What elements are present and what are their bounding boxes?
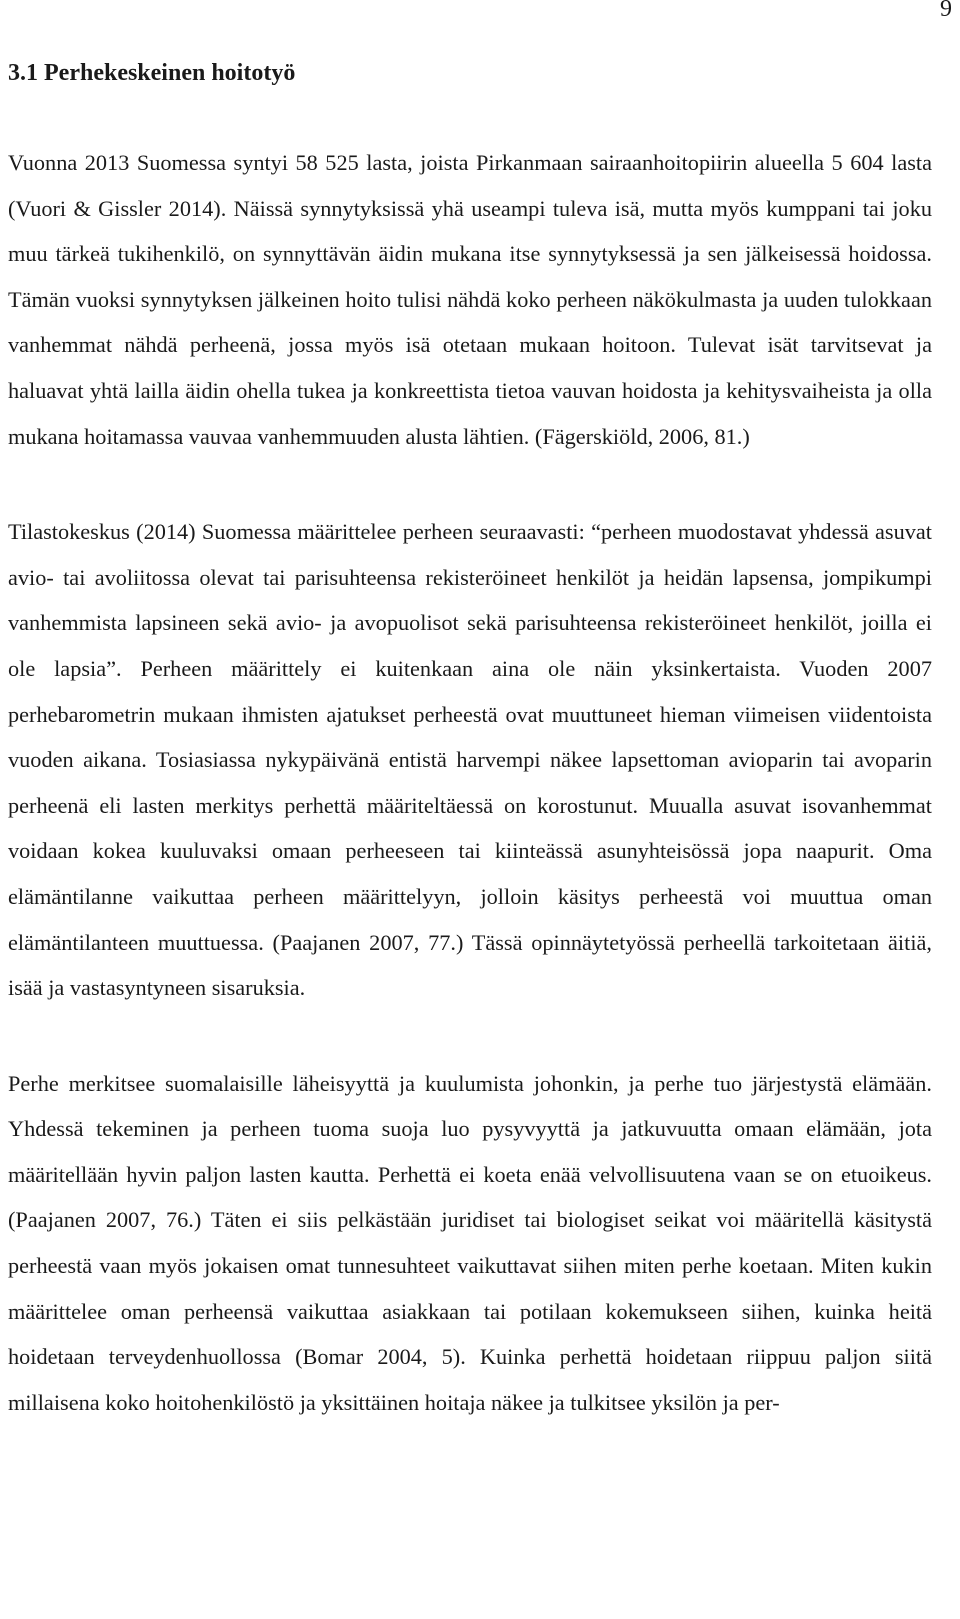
paragraph-3: Perhe merkitsee suomalaisille läheisyyttä ja kuulumista johonkin, ja perhe tuo järjestystä elämään. Yhdessä tekeminen ja perheen tuoma suoja luo pysyvyyttä ja jatkuvuutta omaan elämään, jota määritellään hyvin paljon lasten kautta. Perhettä ei koeta enää velvollisuutena vaan se on etuoikeus. (Paajanen 2007, 76.) Täten ei siis pelkästään juridiset tai biologiset seikat voi määritellä käsitystä perheestä vaan myös jokaisen omat tunnesuhteet vaikuttavat siihen miten perhe koetaan. Miten kukin määrittelee oman perheensä vaikuttaa asiakkaan tai potilaan kokemukseen siihen, kuinka heitä hoidetaan terveydenhuollossa (Bomar 2004, 5). Kuinka perhettä hoidetaan riippuu paljon siitä millaisena koko hoitohenkilöstö ja yksittäinen hoitaja näkee ja tulkitsee yksilön ja per- xyxy=(8,1070,932,1415)
paragraph-1: Vuonna 2013 Suomessa syntyi 58 525 lasta, joista Pirkanmaan sairaanhoitopiirin alueella 5 604 lasta (Vuori & Gissler 2014). Näissä synnytyksissä yhä useampi tuleva isä, mutta myös kumppani tai joku muu tärkeä tukihenkilö, on synnyttävän äidin mukana itse synnytyksessä ja sen jälkeisessä hoidossa. Tämän vuoksi synnytyksen jälkeinen hoito tulisi nähdä koko perheen näkökulmasta ja uuden tulokkaan vanhemmat nähdä perheenä, jossa myös isä otetaan mukaan hoitoon. Tulevat isät tarvitsevat ja haluavat yhtä lailla äidin ohella tukea ja konkreettista tietoa vauvan hoidosta ja kehitysvaiheista ja olla mukana hoitamassa vauvaa vanhemmuuden alusta lähtien. (Fägerskiöld, 2006, 81.) xyxy=(8,150,932,449)
body-text xyxy=(8,140,932,1475)
paragraph-2: Tilastokeskus (2014) Suomessa määrittelee perheen seuraavasti: “perheen muodostavat yhdessä asuvat avio- tai avoliitossa olevat tai parisuhteensa rekisteröineet henkilöt ja heidän lapsensa, jompikumpi vanhemmista lapsineen sekä avio- ja avopuolisot sekä parisuhteensa rekisteröineet henkilöt, joilla ei ole lapsia”. Perheen määrittely ei kuitenkaan aina ole näin yksinkertaista. Vuoden 2007 perhebarometrin mukaan ihmisten ajatukset perheestä ovat muuttuneet hieman viimeisen viidentoista vuoden aikana. Tosiasiassa nykypäivänä entistä harvempi näkee lapsettoman avioparin tai avoparin perheenä eli lasten merkitys perhettä määriteltäessä on korostunut. Muualla asuvat isovanhemmat voidaan kokea kuuluvaksi omaan perheeseen tai kiinteässä asunyhteisössä jopa naapurit. Oma elämäntilanne vaikuttaa perheen määrittelyyn, jolloin käsitys perheestä voi muuttua oman elämäntilanteen muuttuessa. (Paajanen 2007, 77.) Tässä opinnäytetyössä perheellä tarkoitetaan äitiä, isää ja vastasyntyneen sisaruksia. xyxy=(8,519,932,1001)
page-number: 9 xyxy=(940,0,952,22)
section-heading: 3.1 Perhekeskeinen hoitotyö xyxy=(8,60,296,86)
